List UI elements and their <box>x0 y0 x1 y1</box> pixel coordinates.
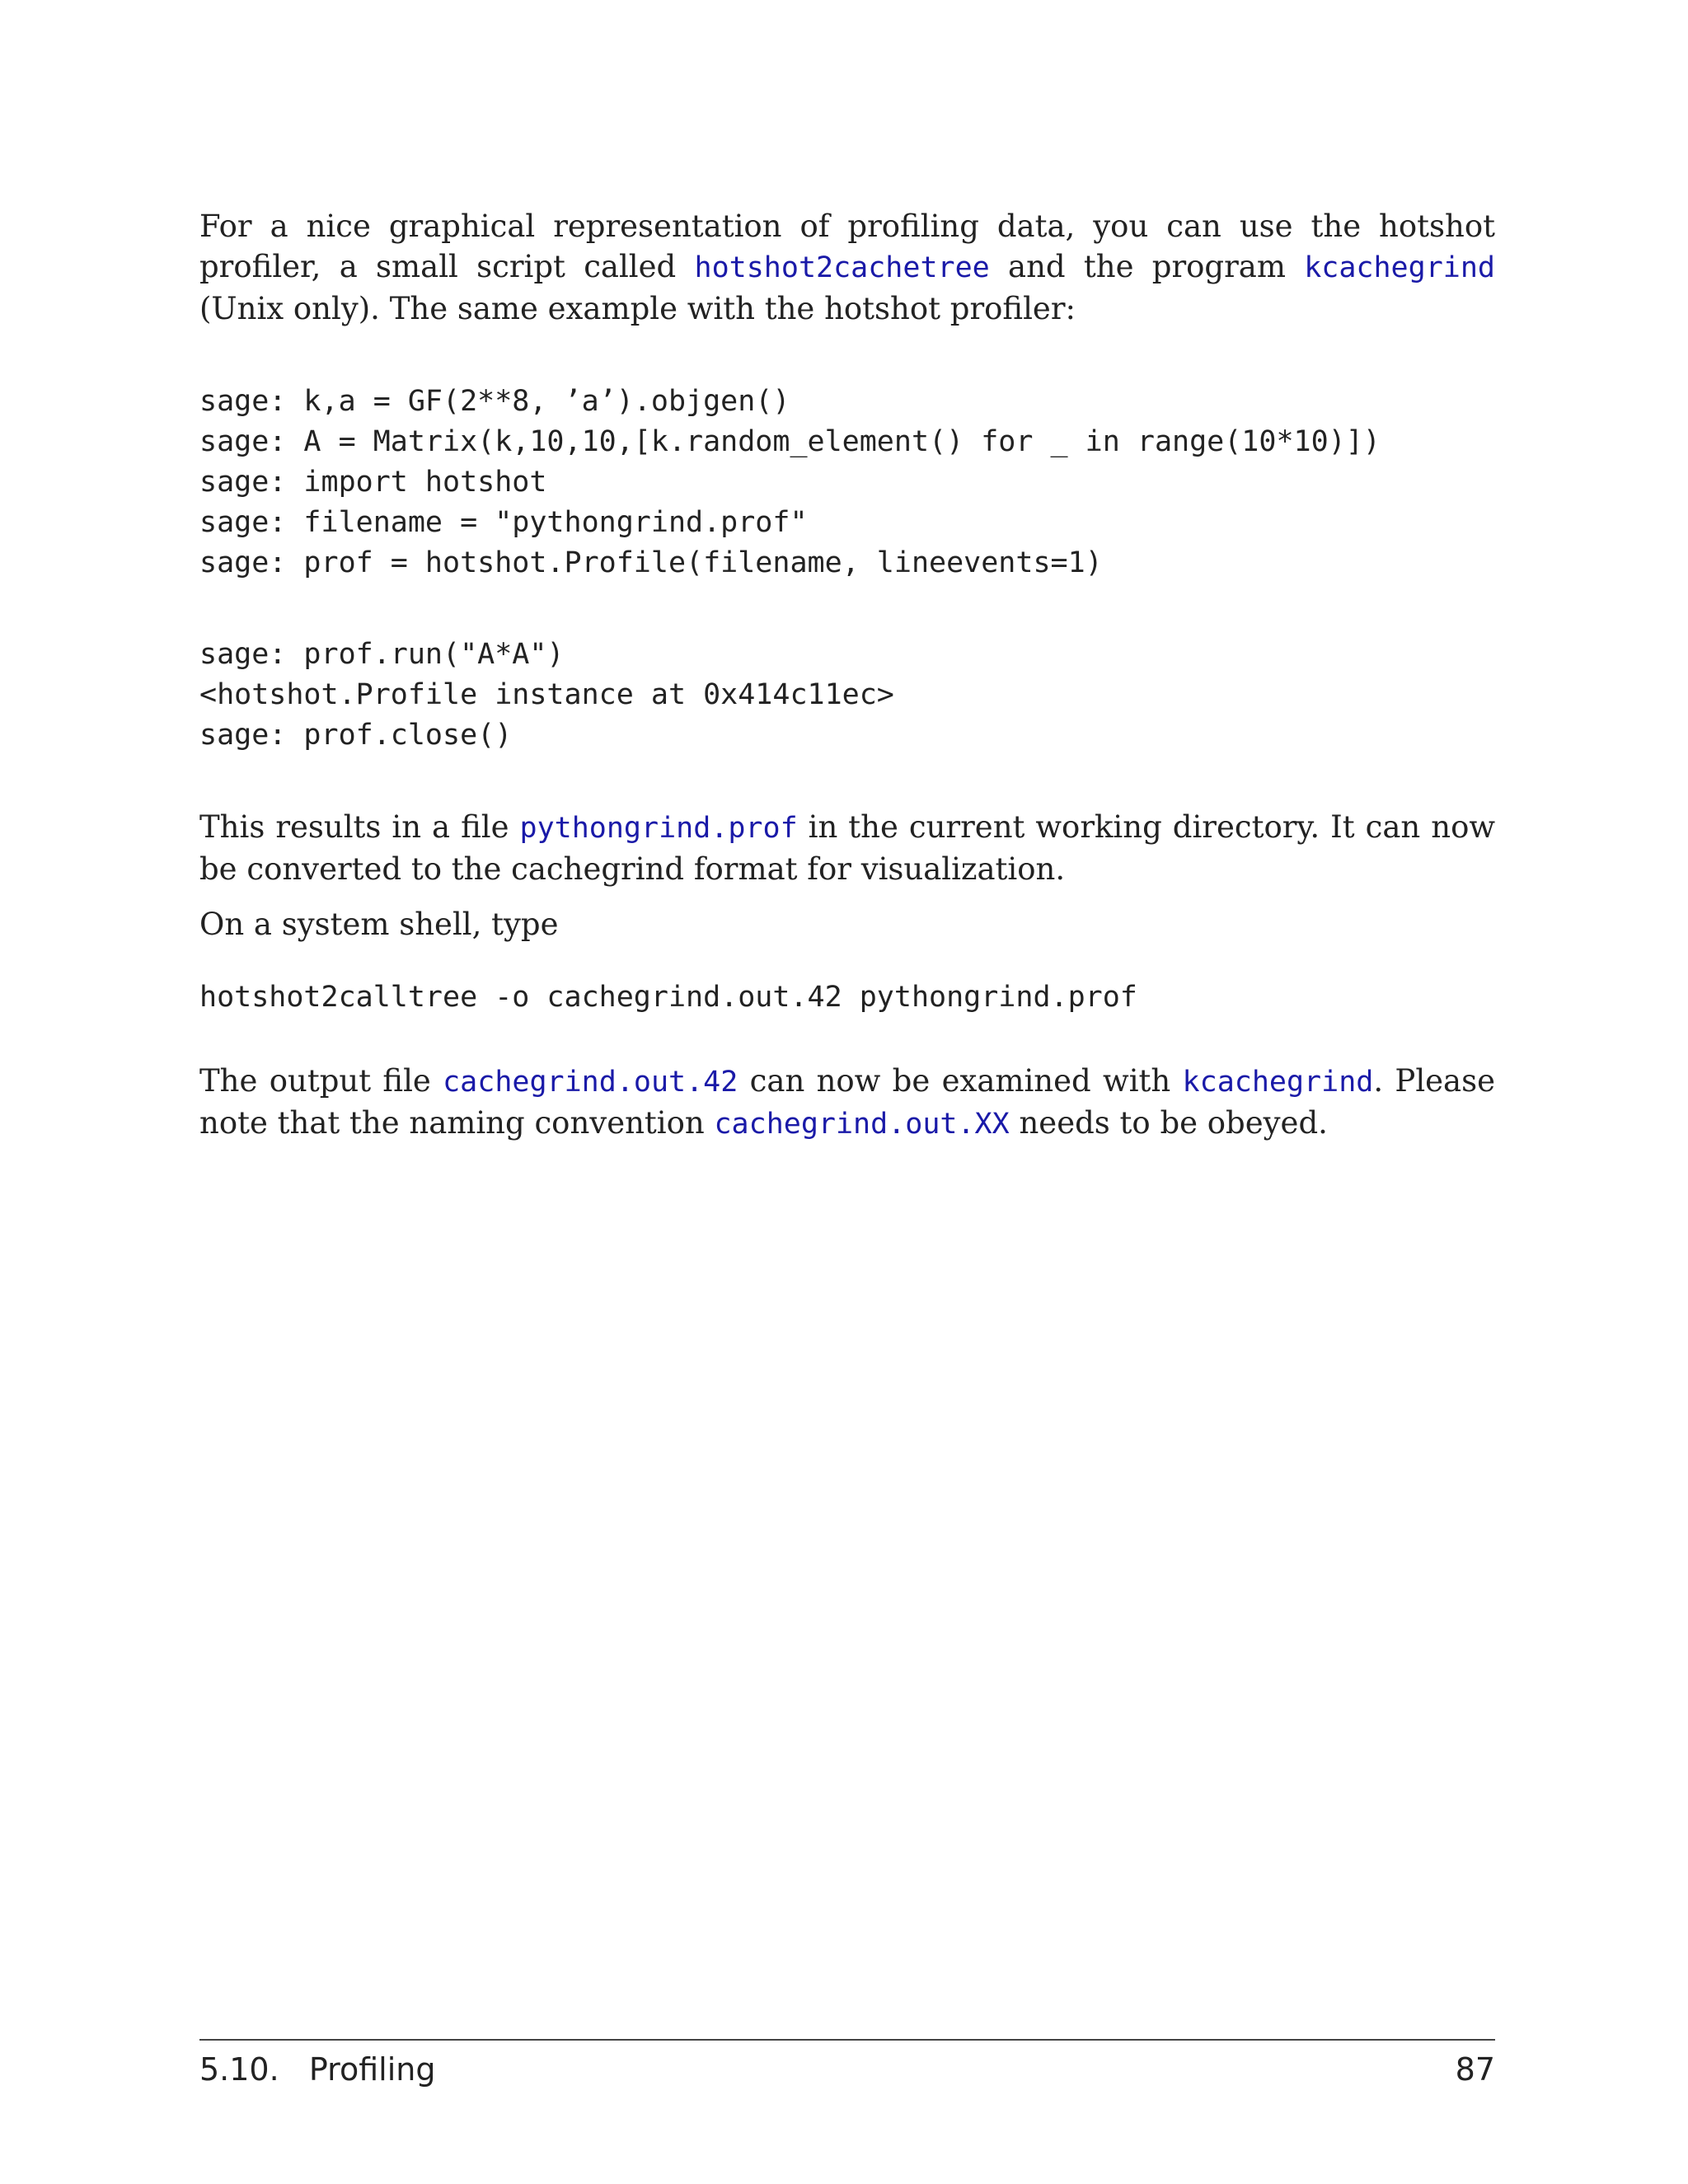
footer-rule <box>199 2039 1495 2041</box>
code-line: sage: prof.run("A*A") <box>199 638 565 671</box>
code-block-3 <box>199 977 1495 1018</box>
output-text-1: The output file <box>199 1063 443 1099</box>
intro-paragraph <box>199 206 1495 329</box>
result-text-2: in the current working directory. It can now be converted to the cachegrind format for visualization. <box>199 809 1496 887</box>
output-text-2: can now be examined with <box>738 1063 1183 1099</box>
page-body <box>199 206 1495 1145</box>
code-line: sage: k,a = GF(2**8, ’a’).objgen() <box>199 385 790 418</box>
code-line: hotshot2calltree -o cachegrind.out.42 pythongrind.prof <box>199 981 1137 1014</box>
code-line: <hotshot.Profile instance at 0x414c11ec> <box>199 678 894 711</box>
code-line: sage: filename = "pythongrind.prof" <box>199 506 808 539</box>
output-paragraph <box>199 1061 1495 1145</box>
kcachegrind-link[interactable]: kcachegrind <box>1304 251 1495 284</box>
intro-text-1: For a nice graphical representation of profiling data, you can use the hotshot profiler, a small script called <box>199 209 1495 284</box>
shell-paragraph: On a system shell, type <box>199 907 559 942</box>
footer-page-number: 87 <box>1455 2051 1495 2088</box>
result-paragraph <box>199 807 1495 889</box>
code-line: sage: import hotshot <box>199 466 547 499</box>
output-text-4: needs to be obeyed. <box>1009 1105 1328 1141</box>
hotshot2cachetree-link[interactable]: hotshot2cachetree <box>694 251 990 284</box>
intro-text-3: (Unix only). The same example with the hotshot profiler: <box>199 291 1076 326</box>
code-block-1 <box>199 382 1495 583</box>
footer-section-title: 5.10. Profiling <box>199 2051 436 2088</box>
intro-text-2: and the program <box>989 249 1305 284</box>
kcachegrind-link-2[interactable]: kcachegrind <box>1182 1066 1374 1099</box>
pythongrind-prof-link[interactable]: pythongrind.prof <box>519 812 798 845</box>
code-line: sage: A = Matrix(k,10,10,[k.random_element() for _ in range(10*10)]) <box>199 425 1381 458</box>
cachegrind-out-42-link[interactable]: cachegrind.out.42 <box>443 1066 738 1099</box>
cachegrind-out-xx-link[interactable]: cachegrind.out.XX <box>714 1108 1010 1141</box>
code-line: sage: prof = hotshot.Profile(filename, lineevents=1) <box>199 546 1103 579</box>
code-line: sage: prof.close() <box>199 719 513 752</box>
result-text-1: This results in a file <box>199 809 520 845</box>
code-block-2 <box>199 635 1495 756</box>
output-text-3: . Please note that the naming convention <box>199 1063 1495 1141</box>
